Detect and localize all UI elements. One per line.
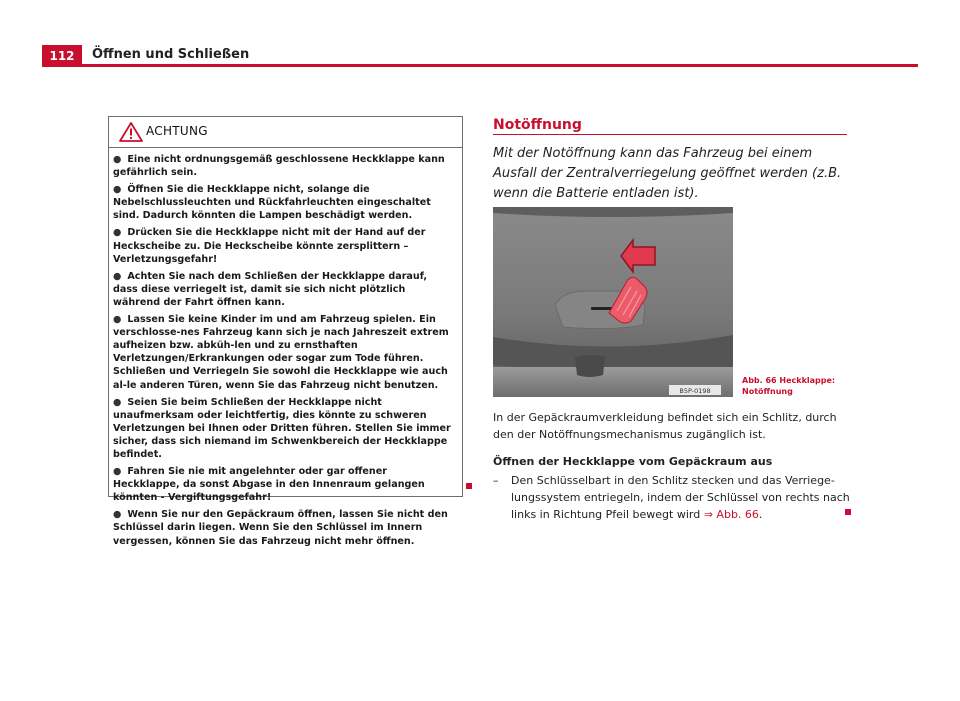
warning-item-text: Wenn Sie nur den Gepäckraum öffnen, lassen Sie nicht den Schlüssel darin liegen. Wenn Sie den Schlüssel im Innern vergessen, können Sie das Fahrzeug nicht mehr öffnen. [113,509,448,547]
bullet-icon: ● [113,154,122,165]
subheading: Öffnen der Heckklappe vom Gepäckraum aus [493,455,773,468]
bullet-icon: ● [113,227,122,239]
warning-item-text: Eine nicht ordnungsgemäß geschlossene Heckklappe kann gefährlich sein. [113,154,445,179]
bullet-icon: ● [113,270,122,282]
section-end-marker [845,509,851,515]
warning-item [113,183,454,222]
warning-item [113,508,454,547]
warning-item-text: Lassen Sie keine Kinder im und am Fahrzeug spielen. Ein verschlosse-nes Fahrzeug kann sich je nach Jahreszeit extrem aufheizen bzw. abküh-len und zu ernsthaften Verletzungen/Erkrankungen oder sogar zum Tode führen. Schließen und Verriegeln Sie sowohl die Heckklappe wie auch al-le anderen Türen, wenn Sie das Fahrzeug nicht benutzen. [113,314,449,391]
step-text-wrapper [511,472,853,523]
section-intro: Mit der Notöffnung kann das Fahrzeug bei einem Ausfall der Zentralverriegelung geöffnet werden (z.B. wenn die Batterie entladen ist). [493,146,842,201]
step-text: Den Schlüsselbart in den Schlitz stecken und das Verriege-lungssystem entriegeln, indem der Schlüssel von rechts nach links in Richtung Pfeil bewegt wird [511,474,850,521]
step-dash: – [493,474,499,487]
bullet-icon: ● [113,314,122,326]
warning-item [113,270,454,309]
figure-caption [742,375,835,397]
step-item [493,472,853,523]
header-rule [82,64,918,67]
figure-reference-link[interactable]: ⇒ Abb. 66 [703,508,759,521]
warning-heading: ACHTUNG [146,124,208,138]
chapter-title: Öffnen und Schließen [92,47,250,62]
caption-line-2: Notöffnung [742,387,793,396]
body-paragraph: In der Gepäckraumverkleidung befindet sich ein Schlitz, durch den der Notöffnungsmechanismus zugänglich ist. [493,411,837,441]
warning-item [113,396,454,461]
bullet-icon: ● [113,509,122,521]
warning-item-text: Fahren Sie nie mit angelehnter oder gar offener Heckklappe, da sonst Abgase in den Innenraum gelangen könnten - Vergiftungsgefahr! [113,466,425,504]
warning-item [113,226,454,265]
warning-item [113,313,454,392]
warning-triangle-icon [119,122,143,142]
caption-line-1: Abb. 66 Heckklappe: [742,376,836,385]
warning-item [113,465,454,504]
section-title: Notöffnung [493,117,582,133]
page-number: 112 [42,45,82,67]
warning-list [109,148,462,548]
warning-end-marker [466,483,472,489]
warning-box [108,116,463,547]
warning-item-text: Öffnen Sie die Heckklappe nicht, solange die Nebelschlussleuchten und Rückfahrleuchten eingeschaltet sind. Dadurch könnten die Lampen beschädigt werden. [113,184,431,222]
figure-emergency-release [493,207,733,397]
bullet-icon: ● [113,184,122,196]
warning-item [113,153,454,179]
warning-item-text: Achten Sie nach dem Schließen der Heckklappe darauf, dass diese verriegelt ist, damit sie sich nicht plötzlich während der Fahrt öffnen kann. [113,270,428,308]
figure-code: B5P-0198 [679,387,711,395]
trunk-release-illustration [493,207,733,397]
bullet-icon: ● [113,466,122,478]
warning-header [109,117,462,148]
step-period: . [758,508,763,521]
warning-item-text: Drücken Sie die Heckklappe nicht mit der Hand auf der Heckscheibe zu. Die Heckscheibe könnte zersplittern – Verletzungsgefahr! [113,227,426,265]
bullet-icon: ● [113,396,122,408]
warning-item-text: Seien Sie beim Schließen der Heckklappe nicht unaufmerksam oder leichtfertig, dies könnte zu schweren Verletzungen bei Ihnen oder Dritten führen. Stellen Sie immer sicher, dass sich niemand im Schwenkbereich der Heckklappe befindet. [113,396,451,460]
section-rule [493,134,847,135]
